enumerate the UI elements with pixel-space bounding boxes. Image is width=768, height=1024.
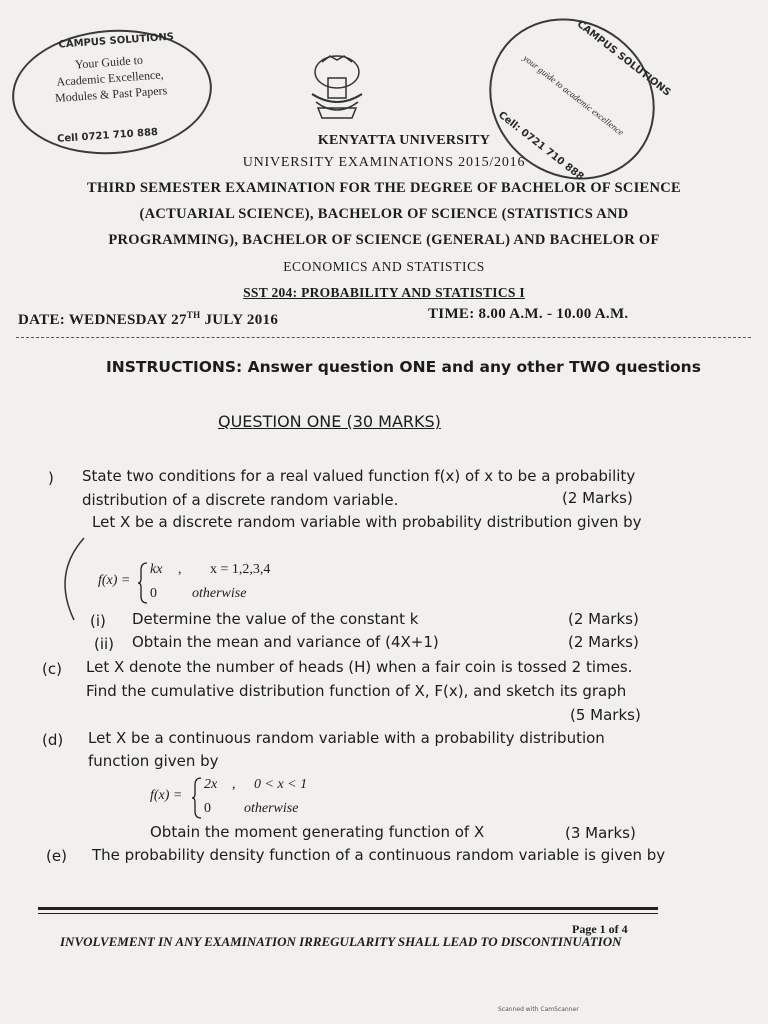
question-d-line1: Let X be a continuous random variable with a probability distribution (88, 729, 605, 747)
question-b-i-marks: (2 Marks) (568, 610, 639, 628)
exam-date-suffix: TH (186, 310, 201, 320)
footer-rule-thick (38, 907, 658, 910)
question-e-label: (e) (46, 847, 67, 865)
stamp-left-line: Your Guide to (74, 52, 144, 72)
formula-b-case2-cond: otherwise (192, 586, 247, 601)
question-a-marks: (2 Marks) (562, 489, 633, 507)
formula-b-comma: , (178, 562, 182, 577)
formula-d-case2: 0 (204, 801, 211, 816)
stamp-right-inner: your guide to academic excellence (521, 52, 626, 138)
question-b-formula (98, 560, 358, 606)
stamp-left-cell: Cell 0721 710 888 (56, 126, 159, 145)
formula-d-case1: 2x (204, 777, 218, 792)
question-d-formula (150, 775, 370, 821)
irregularity-warning: INVOLVEMENT IN ANY EXAMINATION IRREGULARITY SHALL LEAD TO DISCONTINUATION (60, 934, 622, 949)
stamp-left-body (34, 49, 187, 107)
instructions: INSTRUCTIONS: Answer question ONE and any other TWO questions (106, 358, 701, 376)
question-b-ii-marks: (2 Marks) (568, 633, 639, 651)
question-b-i-label: (i) (90, 612, 106, 630)
exam-date-rest: JULY 2016 (200, 312, 279, 328)
page-number: Page 1 of 4 (572, 922, 628, 936)
formula-b-case2: 0 (150, 586, 157, 601)
exam-date-label: DATE: WEDNESDAY 27 (18, 312, 187, 328)
stamp-left-line: Modules & Past Papers (54, 83, 168, 105)
question-a-line1: State two conditions for a real valued function f(x) of x to be a probability (82, 467, 636, 485)
formula-b-case1-cond: x = 1,2,3,4 (210, 562, 271, 577)
exam-date (18, 310, 278, 329)
formula-d-comma: , (232, 777, 236, 792)
formula-d-case1-cond: 0 < x < 1 (254, 777, 308, 792)
question-c-label: (c) (42, 660, 62, 678)
formula-d-case2-cond: otherwise (244, 801, 299, 816)
formula-d-lhs: f(x) = (150, 788, 183, 803)
scanner-watermark: Scanned with CamScanner (498, 1006, 579, 1013)
question-one-title: QUESTION ONE (30 MARKS) (218, 412, 441, 431)
formula-b-case1: kx (150, 562, 163, 577)
handwritten-bracket-mark (44, 534, 104, 624)
degree-line-3: PROGRAMMING), BACHELOR OF SCIENCE (GENERAL) AND BACHELOR OF (108, 232, 660, 248)
footer-rule-thin (38, 913, 658, 914)
header-divider (16, 337, 751, 338)
question-d-label: (d) (42, 731, 64, 749)
question-b-ii-label: (ii) (94, 635, 115, 653)
stamp-right-ring-text: CAMPUS SOLUTIONS (574, 18, 673, 99)
exam-session: UNIVERSITY EXAMINATIONS 2015/2016 (242, 155, 526, 170)
question-a-label: ) (48, 469, 54, 487)
university-crest-logo (302, 48, 372, 126)
question-c-line2: Find the cumulative distribution function of X, F(x), and sketch its graph (86, 682, 627, 700)
formula-b-lhs: f(x) = (98, 573, 131, 588)
question-c-line1: Let X denote the number of heads (H) when a fair coin is tossed 2 times. (86, 658, 633, 676)
question-a-line2: distribution of a discrete random variable. (82, 491, 399, 509)
stamp-right-cell: Cell: 0721 710 888 (496, 109, 586, 183)
stamp-left-line: Academic Excellence, (56, 67, 165, 89)
formula-b-brace (138, 562, 148, 604)
question-b-ii-text: Obtain the mean and variance of (4X+1) (132, 633, 439, 651)
exam-time: TIME: 8.00 A.M. - 10.00 A.M. (428, 306, 629, 322)
course-code-title: SST 204: PROBABILITY AND STATISTICS I (243, 285, 525, 300)
question-e-line1: The probability density function of a continuous random variable is given by (92, 846, 666, 864)
degree-line-4: ECONOMICS AND STATISTICS (283, 259, 485, 274)
question-d-line2: function given by (88, 752, 219, 770)
question-d-line3: Obtain the moment generating function of X (150, 823, 485, 841)
question-b-i-text: Determine the value of the constant k (132, 610, 419, 628)
formula-d-brace (192, 777, 202, 819)
university-name: KENYATTA UNIVERSITY (317, 133, 491, 148)
degree-line-2: (ACTUARIAL SCIENCE), BACHELOR OF SCIENCE (STATISTICS AND (139, 206, 629, 222)
degree-line-1: THIRD SEMESTER EXAMINATION FOR THE DEGREE OF BACHELOR OF SCIENCE (86, 180, 682, 196)
question-b-line1: Let X be a discrete random variable with probability distribution given by (92, 513, 642, 531)
stamp-left-ring-text: CAMPUS SOLUTIONS (58, 31, 175, 51)
question-c-marks: (5 Marks) (570, 706, 641, 724)
question-d-marks: (3 Marks) (565, 824, 636, 842)
